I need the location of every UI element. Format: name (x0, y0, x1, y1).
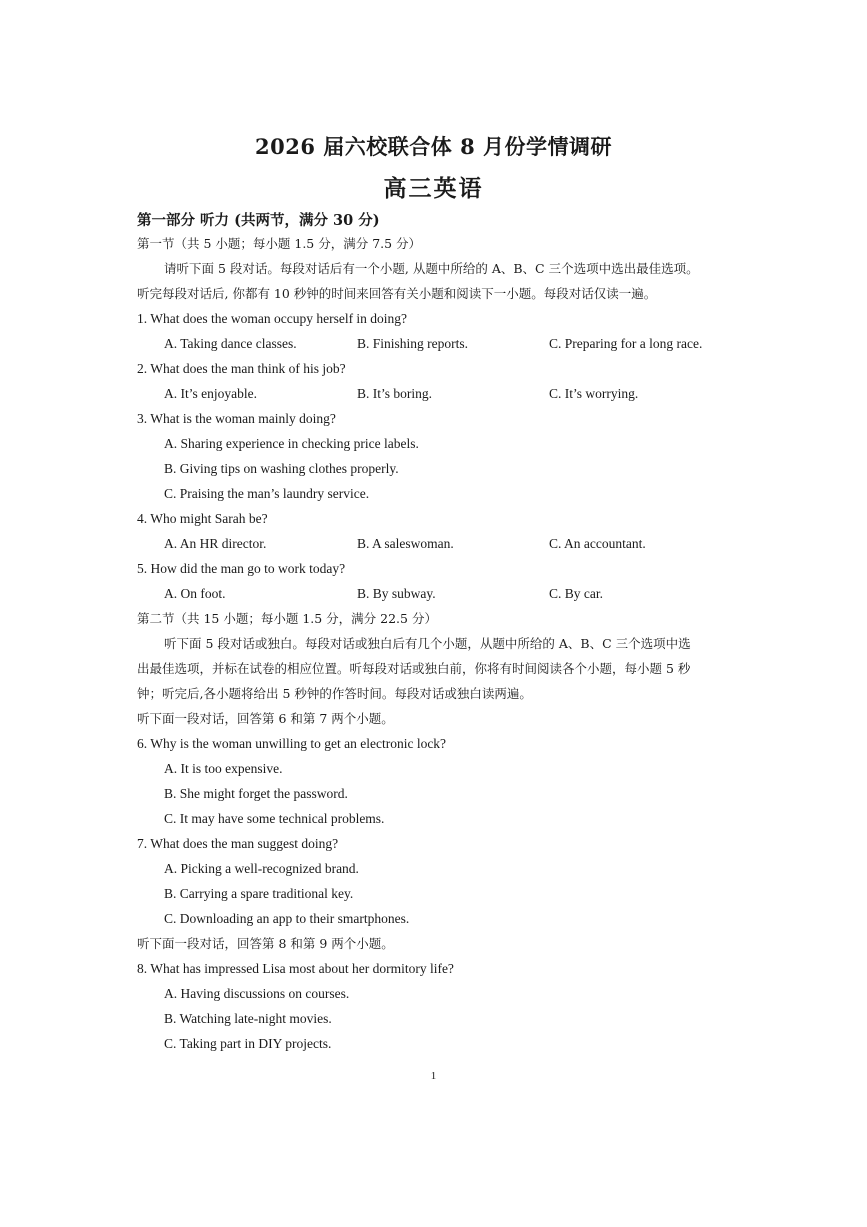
question-1-option-c: C. Preparing for a long race. (549, 336, 703, 351)
question-2-stem: 2. What does the man think of his job? (137, 361, 346, 376)
question-8-option-a: A. Having discussions on courses. (164, 986, 350, 1001)
question-3-option-b: B. Giving tips on washing clothes properly. (164, 461, 399, 476)
question-5-option-b: B. By subway. (357, 586, 436, 601)
question-3-stem: 3. What is the woman mainly doing? (137, 411, 336, 426)
question-5-stem: 5. How did the man go to work today? (137, 561, 346, 576)
question-2-option-a: A. It’s enjoyable. (164, 386, 257, 401)
part1-title: 第一部分 听力 (共两节，满分 30 分) (137, 212, 380, 229)
question-1-option-b: B. Finishing reports. (357, 336, 469, 351)
question-5-option-c: C. By car. (549, 586, 603, 601)
question-1-stem: 1. What does the woman occupy herself in doing? (137, 311, 408, 326)
section1-instruction-line2: 听完每段对话后, 你都有 10 秒钟的时间来回答有关小题和阅读下一小题。每段对话仅读一遍。 (137, 286, 657, 301)
page-number: 1 (430, 1070, 437, 1082)
question-8-option-c: C. Taking part in DIY projects. (164, 1036, 332, 1051)
section2-instruction-line1: 听下面 5 段对话或独白。每段对话或独白后有几个小题，从题中所给的 A、B、C 三个选项中选 (164, 636, 691, 651)
question-1-option-a: A. Taking dance classes. (164, 336, 297, 351)
question-7-option-b: B. Carrying a spare traditional key. (164, 886, 354, 901)
question-4-option-b: B. A saleswoman. (357, 536, 454, 551)
question-7-option-c: C. Downloading an app to their smartphones. (164, 911, 410, 926)
section2-instruction-line3: 钟；听完后,各小题将给出 5 秒钟的作答时间。每段对话或独白读两遍。 (137, 686, 532, 701)
question-5-option-a: A. On foot. (164, 586, 226, 601)
question-6-stem: 6. Why is the woman unwilling to get an electronic lock? (137, 736, 447, 751)
dialog-instruction-8-9: 听下面一段对话，回答第 8 和第 9 两个小题。 (137, 936, 394, 951)
dialog-instruction-6-7: 听下面一段对话，回答第 6 和第 7 两个小题。 (137, 711, 394, 726)
section1-instruction-line1: 请听下面 5 段对话。每段对话后有一个小题, 从题中所给的 A、B、C 三个选项中选出最佳选项。 (164, 261, 699, 276)
question-4-option-a: A. An HR director. (164, 536, 267, 551)
section2-instruction-line2: 出最佳选项，并标在试卷的相应位置。听每段对话或独白前，你将有时间阅读各个小题，每小题 5 秒 (137, 661, 691, 676)
section1-header: 第一节（共 5 小题；每小题 1.5 分，满分 7.5 分） (137, 236, 422, 251)
question-4-stem: 4. Who might Sarah be? (137, 511, 268, 526)
question-2-option-b: B. It’s boring. (357, 386, 433, 401)
exam-subject: 高三英语 (383, 175, 484, 202)
question-6-option-b: B. She might forget the password. (164, 786, 348, 801)
question-7-option-a: A. Picking a well-recognized brand. (164, 861, 359, 876)
exam-title: 2026 届六校联合体 8 月份学情调研 (255, 134, 612, 159)
question-3-option-a: A. Sharing experience in checking price labels. (164, 436, 419, 451)
question-7-stem: 7. What does the man suggest doing? (137, 836, 339, 851)
question-3-option-c: C. Praising the man’s laundry service. (164, 486, 370, 501)
question-8-stem: 8. What has impressed Lisa most about her dormitory life? (137, 961, 454, 976)
section2-header: 第二节（共 15 小题；每小题 1.5 分，满分 22.5 分） (137, 611, 437, 626)
question-4-option-c: C. An accountant. (549, 536, 646, 551)
question-6-option-a: A. It is too expensive. (164, 761, 283, 776)
question-2-option-c: C. It’s worrying. (549, 386, 639, 401)
question-6-option-c: C. It may have some technical problems. (164, 811, 385, 826)
question-8-option-b: B. Watching late-night movies. (164, 1011, 332, 1026)
